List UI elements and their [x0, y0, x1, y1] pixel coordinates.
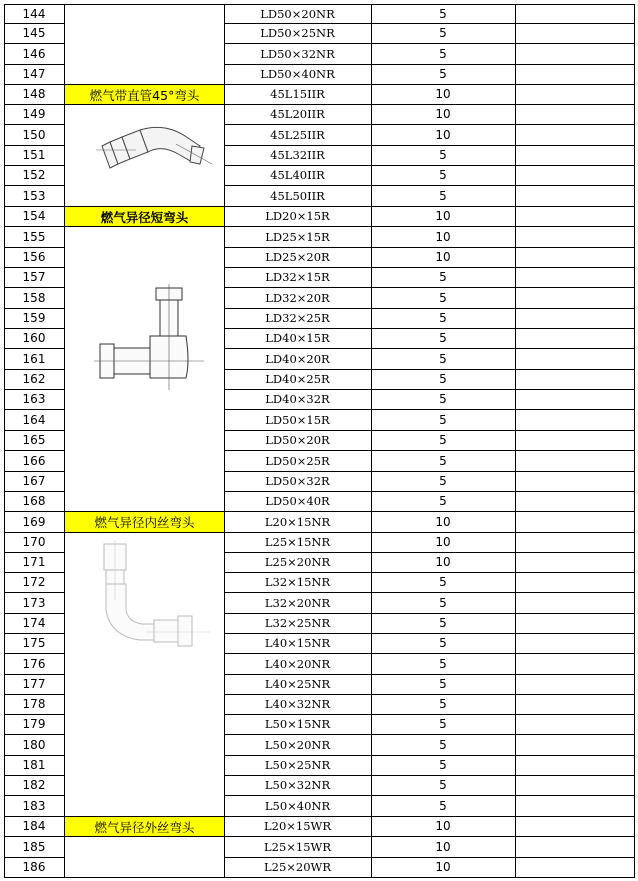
quantity: 5: [439, 290, 447, 305]
row-line: [4, 226, 65, 227]
model-number: L50×15NR: [264, 717, 331, 731]
quantity: 5: [439, 616, 447, 630]
row-line: [224, 369, 635, 370]
row-line: [224, 450, 635, 451]
row-number: 166: [22, 453, 46, 468]
model-number: LD40×20R: [265, 351, 330, 366]
row-line: [4, 511, 65, 512]
row-line: [224, 552, 635, 553]
row-line: [4, 471, 65, 472]
row-line: [224, 613, 635, 614]
model-number: L40×32NR: [264, 697, 331, 711]
row-line: [224, 430, 635, 431]
row-line: [4, 491, 65, 492]
row-line: [224, 4, 635, 5]
row-line: [224, 409, 635, 410]
group-line: [64, 4, 225, 5]
row-line: [224, 43, 635, 44]
row-number: 167: [22, 474, 46, 488]
quantity: 5: [439, 737, 447, 752]
group-label: 燃气异径短弯头: [65, 207, 224, 226]
row-line: [4, 552, 65, 553]
row-line: [4, 23, 65, 24]
row-number: 160: [22, 331, 46, 345]
row-line: [224, 694, 635, 695]
row-line: [4, 694, 65, 695]
model-number: L25×20WR: [263, 860, 332, 874]
column-line: [224, 4, 225, 878]
model-number: LD50×32NR: [260, 46, 335, 61]
row-number: 161: [22, 351, 46, 366]
row-line: [4, 734, 65, 735]
row-line: [224, 471, 635, 472]
row-number: 181: [22, 758, 46, 772]
row-number: 175: [22, 636, 46, 650]
row-line: [224, 308, 635, 309]
elbow-45-illustration: [96, 124, 216, 170]
quantity: 5: [439, 656, 447, 671]
row-line: [4, 653, 65, 654]
quantity: 5: [439, 148, 447, 162]
model-number: LD50×32R: [265, 474, 330, 488]
model-number: LD20×15R: [265, 209, 330, 223]
model-number: LD50×40NR: [260, 67, 335, 81]
quantity: 5: [439, 433, 447, 447]
model-number: LD40×25R: [265, 372, 330, 386]
quantity: 10: [435, 250, 451, 264]
quantity: 5: [439, 351, 447, 366]
row-number: 177: [22, 677, 46, 691]
row-line: [224, 64, 635, 65]
quantity: 5: [439, 778, 447, 792]
model-number: 45L50IIR: [270, 188, 325, 203]
model-number: LD25×20R: [265, 250, 330, 264]
column-line: [515, 4, 516, 878]
row-number: 173: [22, 595, 46, 610]
model-number: L50×25NR: [264, 758, 331, 772]
model-number: LD50×40R: [265, 494, 330, 508]
model-number: L50×20NR: [264, 737, 331, 752]
quantity: 5: [439, 372, 447, 386]
group-label: 燃气带直管45°弯头: [65, 85, 224, 104]
quantity: 10: [435, 127, 451, 142]
row-line: [4, 4, 65, 5]
row-line: [224, 755, 635, 756]
row-line: [4, 165, 65, 166]
model-number: LD32×15R: [265, 270, 330, 284]
quantity: 5: [439, 46, 447, 61]
model-number: LD32×25R: [265, 311, 330, 325]
row-line: [4, 124, 65, 125]
row-line: [224, 511, 635, 512]
column-line: [371, 4, 372, 878]
model-number: L40×15NR: [264, 636, 331, 650]
row-line: [4, 836, 65, 837]
row-number: 163: [22, 392, 46, 406]
model-number: L32×25NR: [264, 616, 331, 630]
quantity: 10: [435, 819, 451, 833]
quantity: 5: [439, 677, 447, 691]
row-line: [4, 409, 65, 410]
model-number: L25×15WR: [263, 839, 332, 854]
quantity: 5: [439, 331, 447, 345]
quantity: 10: [435, 229, 451, 244]
row-line: [4, 389, 65, 390]
quantity: 5: [439, 474, 447, 488]
row-line: [224, 206, 635, 207]
model-number: 45L32IIR: [270, 148, 325, 162]
row-line: [4, 369, 65, 370]
quantity: 10: [435, 535, 451, 549]
row-number: 170: [22, 535, 46, 549]
row-line: [4, 450, 65, 451]
row-line: [224, 795, 635, 796]
quantity: 5: [439, 270, 447, 284]
row-number: 151: [22, 148, 46, 162]
model-number: LD50×15R: [265, 412, 330, 427]
quantity: 5: [439, 758, 447, 772]
quantity: 5: [439, 575, 447, 589]
row-line: [4, 795, 65, 796]
row-number: 147: [22, 67, 46, 81]
row-line: [4, 613, 65, 614]
row-line: [4, 592, 65, 593]
row-number: 146: [22, 46, 46, 61]
row-number: 184: [22, 819, 46, 833]
row-number: 186: [22, 860, 46, 874]
row-line: [224, 734, 635, 735]
row-number: 165: [22, 433, 46, 447]
model-number: L20×15WR: [263, 819, 332, 833]
reducing-short-elbow-illustration: [90, 284, 208, 394]
row-line: [224, 185, 635, 186]
group-line: [64, 532, 225, 533]
model-number: 45L40IIR: [270, 168, 325, 182]
row-line: [4, 247, 65, 248]
quantity: 10: [435, 555, 451, 569]
row-line: [224, 532, 635, 533]
row-line: [4, 775, 65, 776]
reducing-female-thread-elbow-illustration: [92, 540, 212, 648]
model-number: LD40×15R: [265, 331, 330, 345]
row-line: [224, 104, 635, 105]
model-number: LD32×20R: [265, 290, 330, 305]
row-line: [224, 328, 635, 329]
row-line: [4, 104, 65, 105]
model-number: L32×20NR: [264, 595, 331, 610]
row-number: 152: [22, 168, 46, 182]
row-number: 169: [22, 514, 46, 529]
row-line: [224, 124, 635, 125]
model-number: LD50×25NR: [260, 26, 335, 40]
row-line: [224, 287, 635, 288]
model-number: 45L15IIR: [270, 87, 325, 101]
row-number: 174: [22, 616, 46, 630]
row-number: 156: [22, 250, 46, 264]
group-line: [64, 511, 225, 512]
row-line: [4, 714, 65, 715]
quantity: 5: [439, 595, 447, 610]
quantity: 10: [435, 107, 451, 121]
model-number: LD25×15R: [265, 229, 330, 244]
quantity: 5: [439, 6, 447, 21]
row-line: [4, 674, 65, 675]
quantity: 5: [439, 67, 447, 81]
row-line: [224, 23, 635, 24]
model-number: L32×15NR: [264, 575, 331, 589]
row-line: [4, 206, 65, 207]
row-line: [4, 145, 65, 146]
model-number: L20×15NR: [264, 514, 331, 529]
group-line: [64, 84, 225, 85]
row-line: [4, 430, 65, 431]
row-line: [224, 226, 635, 227]
row-line: [224, 348, 635, 349]
row-number: 172: [22, 575, 46, 589]
row-line: [224, 572, 635, 573]
model-number: L25×15NR: [264, 535, 331, 549]
quantity: 10: [435, 87, 451, 101]
column-line: [64, 4, 65, 878]
row-line: [224, 674, 635, 675]
row-number: 178: [22, 697, 46, 711]
row-number: 158: [22, 290, 46, 305]
row-line: [224, 775, 635, 776]
model-number: L25×20NR: [264, 555, 331, 569]
group-label: 燃气异径外丝弯头: [65, 817, 224, 836]
quantity: 5: [439, 311, 447, 325]
row-number: 171: [22, 555, 46, 569]
row-number: 176: [22, 656, 46, 671]
row-line: [4, 64, 65, 65]
group-line: [64, 836, 225, 837]
quantity: 5: [439, 798, 447, 813]
model-number: 45L20IIR: [270, 107, 325, 121]
row-number: 183: [22, 798, 46, 813]
group-line: [64, 104, 225, 105]
row-line: [4, 185, 65, 186]
column-line: [4, 4, 5, 878]
group-line: [64, 877, 225, 878]
row-line: [224, 633, 635, 634]
model-number: L50×32NR: [264, 778, 331, 792]
quantity: 5: [439, 26, 447, 40]
group-line: [64, 206, 225, 207]
row-number: 154: [22, 209, 46, 223]
model-number: LD40×32R: [265, 392, 330, 406]
column-line: [634, 4, 635, 878]
model-number: L40×25NR: [264, 677, 331, 691]
row-line: [4, 572, 65, 573]
row-number: 179: [22, 717, 46, 731]
row-line: [4, 43, 65, 44]
model-number: L50×40NR: [264, 798, 331, 813]
row-number: 157: [22, 270, 46, 284]
row-line: [4, 328, 65, 329]
model-number: LD50×20NR: [260, 6, 335, 21]
row-line: [224, 491, 635, 492]
row-line: [4, 287, 65, 288]
quantity: 5: [439, 494, 447, 508]
row-line: [4, 267, 65, 268]
row-line: [224, 816, 635, 817]
row-line: [4, 308, 65, 309]
row-line: [224, 247, 635, 248]
row-number: 155: [22, 229, 46, 244]
group-line: [64, 816, 225, 817]
row-line: [224, 389, 635, 390]
group-label: 燃气异径内丝弯头: [65, 512, 224, 532]
quantity: 10: [435, 514, 451, 529]
row-number: 148: [22, 87, 46, 101]
row-number: 149: [22, 107, 46, 121]
row-line: [4, 532, 65, 533]
quantity: 10: [435, 839, 451, 854]
row-line: [224, 267, 635, 268]
row-line: [224, 836, 635, 837]
quantity: 5: [439, 392, 447, 406]
quantity: 10: [435, 860, 451, 874]
model-number: LD50×25R: [265, 453, 330, 468]
model-number: LD50×20R: [265, 433, 330, 447]
row-line: [224, 592, 635, 593]
row-number: 162: [22, 372, 46, 386]
row-number: 150: [22, 127, 46, 142]
row-line: [224, 145, 635, 146]
row-line: [224, 877, 635, 878]
row-line: [224, 714, 635, 715]
row-line: [4, 877, 65, 878]
quantity: 5: [439, 636, 447, 650]
quantity: 5: [439, 188, 447, 203]
quantity: 5: [439, 697, 447, 711]
row-line: [4, 816, 65, 817]
row-number: 144: [22, 6, 46, 21]
row-line: [4, 84, 65, 85]
quantity: 5: [439, 717, 447, 731]
row-line: [4, 633, 65, 634]
row-number: 153: [22, 188, 46, 203]
quantity: 5: [439, 453, 447, 468]
row-number: 164: [22, 412, 46, 427]
row-line: [4, 857, 65, 858]
model-number: 45L25IIR: [270, 127, 325, 142]
quantity: 5: [439, 168, 447, 182]
row-line: [4, 755, 65, 756]
row-number: 168: [22, 494, 46, 508]
row-number: 159: [22, 311, 46, 325]
row-line: [4, 348, 65, 349]
quantity: 10: [435, 209, 451, 223]
group-line: [64, 226, 225, 227]
row-line: [224, 84, 635, 85]
row-line: [224, 857, 635, 858]
row-number: 185: [22, 839, 46, 854]
row-number: 182: [22, 778, 46, 792]
quantity: 5: [439, 412, 447, 427]
row-number: 145: [22, 26, 46, 40]
model-number: L40×20NR: [264, 656, 331, 671]
row-number: 180: [22, 737, 46, 752]
row-line: [224, 653, 635, 654]
row-line: [224, 165, 635, 166]
